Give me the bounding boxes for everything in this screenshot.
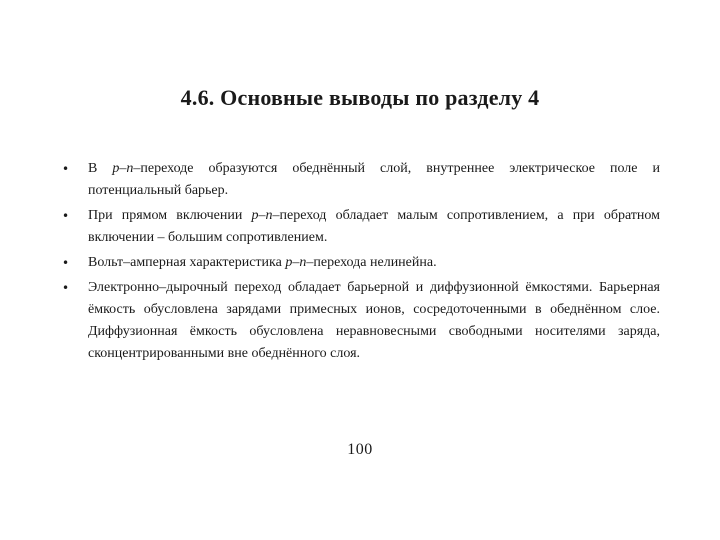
bullet-text-segment: В xyxy=(88,161,113,176)
page-number: 100 xyxy=(347,441,373,458)
bullet-text-italic-segment: р–n xyxy=(112,161,134,176)
bullet-text xyxy=(88,205,660,249)
bullet-text-segment: –переходе образуются обеднённый слой, внутреннее электрическое поле и потенциальный барьер. xyxy=(88,161,661,198)
bullet-item xyxy=(62,277,660,365)
bullet-list xyxy=(62,158,660,368)
page-title: 4.6. Основные выводы по разделу 4 xyxy=(180,85,540,110)
bullet-marker: • xyxy=(62,256,70,270)
bullet-text-segment: –перехода нелинейна. xyxy=(306,255,437,270)
bullet-text-segment: При прямом включении xyxy=(88,208,252,223)
bullet-text-segment: Электронно–дырочный переход обладает барьерной и диффузионной ёмкостями. Барьерная ёмкость обусловлена зарядами примесных ионов, сосредоточенными в обеднённом слое. Диффузионная ёмкость обусловлена неравновесными свободными носителями заряда, сконцентрированными вне обеднённого слоя. xyxy=(88,280,660,361)
bullet-item xyxy=(62,158,660,202)
bullet-marker: • xyxy=(62,162,70,176)
bullet-text-segment: Вольт–амперная характеристика xyxy=(88,255,286,270)
bullet-text-italic-segment: р–n xyxy=(285,255,307,270)
bullet-marker: • xyxy=(62,209,70,223)
bullet-item xyxy=(62,205,660,249)
bullet-text-italic-segment: р–n xyxy=(251,208,273,223)
bullet-marker: • xyxy=(62,281,70,295)
bullet-text-segment: –переход обладает малым сопротивлением, а при обратном включении – большим сопротивлением. xyxy=(88,208,661,245)
bullet-item xyxy=(62,252,660,274)
bullet-text xyxy=(88,277,660,365)
bullet-text xyxy=(88,158,660,202)
bullet-text xyxy=(88,252,660,274)
